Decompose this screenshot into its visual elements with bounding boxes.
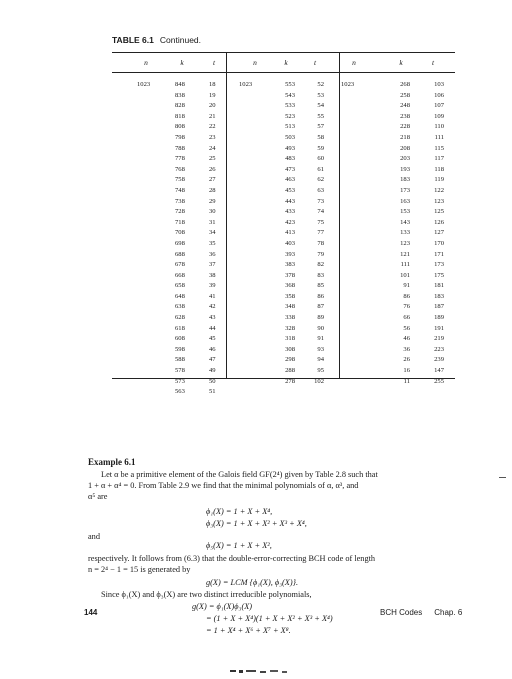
equation-product: g(X) = ϕ₁(X)ϕ₃(X) bbox=[192, 602, 253, 611]
header-k-2: k bbox=[284, 58, 288, 67]
margin-dash-mark bbox=[499, 477, 506, 478]
equation-phi5: ϕ₅(X) = 1 + X + X², bbox=[206, 541, 272, 550]
paragraph-2-line-1: respectively. It follows from (6.3) that the double-error-correcting BCH code of length bbox=[88, 554, 376, 563]
group-2-t-column: 52 53 54 55 57 58 59 60 61 62 63 73 74 75 77 78 79 82 83 85 86 87 89 90 91 93 94 95 102 bbox=[314, 81, 324, 385]
table-top-rule bbox=[112, 52, 455, 53]
table-caption-text: Continued. bbox=[159, 35, 202, 45]
table-label: TABLE 6.1 bbox=[112, 35, 154, 45]
table-divider-2 bbox=[339, 52, 340, 378]
header-t-2: t bbox=[313, 58, 317, 67]
group-3-k-column: 268 258 248 238 228 218 208 203 193 183 173 163 153 143 133 123 121 111 101 91 86 76 66 56 46 36 26 16 11 bbox=[400, 81, 410, 385]
page-number: 144 bbox=[84, 608, 98, 617]
and-word: and bbox=[88, 532, 100, 541]
table-header-rule bbox=[112, 72, 455, 73]
example-title: Example 6.1 bbox=[88, 457, 136, 467]
footer-section: BCH Codes bbox=[380, 608, 423, 617]
header-n-1: n bbox=[144, 58, 148, 67]
header-k-1: k bbox=[180, 58, 184, 67]
running-footer bbox=[380, 608, 462, 617]
table-caption bbox=[112, 35, 201, 45]
group-3-n: 1023 bbox=[341, 81, 355, 88]
equation-phi1: ϕ₁(X) = 1 + X + X⁴, bbox=[206, 507, 273, 516]
footer-chapter: Chap. 6 bbox=[434, 608, 463, 617]
group-1-n: 1023 bbox=[137, 81, 151, 88]
group-2-k-column: 553 543 533 523 513 503 493 483 473 463 453 443 433 423 413 403 393 383 378 368 358 348 338 328 318 308 298 288 278 bbox=[285, 81, 295, 385]
group-1-t-column: 18 19 20 21 22 23 24 25 26 27 28 29 30 31 34 35 36 37 38 39 41 42 43 44 45 46 47 49 50 51 bbox=[209, 81, 216, 396]
equation-expanded: = (1 + X + X⁴)(1 + X + X² + X³ + X⁴) bbox=[206, 614, 333, 623]
header-t-3: t bbox=[431, 58, 435, 67]
table-divider-1 bbox=[226, 52, 227, 378]
group-1-k-column: 848 838 828 818 808 798 788 778 768 758 748 738 728 718 708 698 688 678 668 658 648 638 628 618 608 598 588 578 573 563 bbox=[175, 81, 185, 396]
equation-result: = 1 + X⁴ + X⁶ + X⁷ + X⁸. bbox=[206, 626, 291, 635]
header-k-3: k bbox=[399, 58, 403, 67]
paragraph-3: Since ϕ₁(X) and ϕ₃(X) are two distinct irreducible polynomials, bbox=[101, 590, 312, 599]
equation-lcm: g(X) = LCM {ϕ₁(X), ϕ₃(X)}. bbox=[206, 578, 299, 587]
paragraph-1-line-1: Let α be a primitive element of the Galois field GF(2⁴) given by Table 2.8 such that bbox=[101, 470, 378, 479]
cropped-next-page-fragment bbox=[230, 670, 300, 674]
group-3-t-column: 103 106 107 109 110 111 115 117 118 119 122 123 125 126 127 170 171 173 175 181 183 187 189 191 219 223 239 147 255 bbox=[434, 81, 444, 385]
paragraph-1-line-2: 1 + α + α⁴ = 0. From Table 2.9 we find that the minimal polynomials of α, α³, and bbox=[88, 481, 359, 490]
paragraph-2-line-2: n = 2⁴ − 1 = 15 is generated by bbox=[88, 565, 191, 574]
header-n-3: n bbox=[352, 58, 356, 67]
paragraph-1-line-3: α⁵ are bbox=[88, 492, 108, 501]
header-n-2: n bbox=[253, 58, 257, 67]
group-2-n: 1023 bbox=[239, 81, 253, 88]
header-t-1: t bbox=[212, 58, 216, 67]
equation-phi3: ϕ₃(X) = 1 + X + X² + X³ + X⁴, bbox=[206, 519, 307, 528]
